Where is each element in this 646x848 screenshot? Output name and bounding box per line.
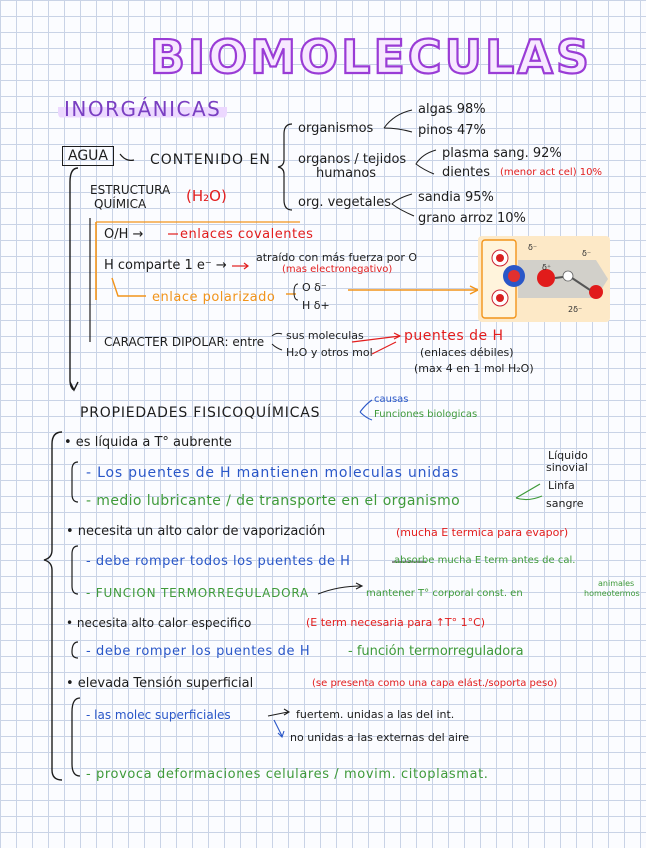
especifico-bullet-1: - debe romper los puentes de H <box>86 644 311 659</box>
mantener-note: mantener T° corporal const. en <box>366 588 523 599</box>
tension-bullet-2: - provoca deformaciones celulares / movim. citoplasmat. <box>86 767 489 782</box>
sandia-value: sandia 95% <box>418 190 494 205</box>
homeotermos-note: homeotermos <box>584 589 640 598</box>
contenido-label: CONTENIDO EN <box>150 152 271 168</box>
algas-value: algas 98% <box>418 102 486 117</box>
liquido-label: Líquido <box>548 449 588 462</box>
vegetales-label: org. vegetales <box>298 195 391 210</box>
vaporizacion-note: (mucha E termica para evapor) <box>396 526 569 539</box>
plasma-value: plasma sang. 92% <box>442 146 562 161</box>
vaporizacion-bullet-1: - debe romper todos los puentes de H <box>86 554 351 569</box>
pinos-value: pinos 47% <box>418 123 486 138</box>
sus-moleculas: sus moleculas <box>286 329 364 342</box>
tension-sub-b: no unidas a las externas del aire <box>290 731 469 744</box>
mas-electro-note: (mas electronegativo) <box>282 264 393 275</box>
tension-sub-a: fuertem. unidas a las del int. <box>296 708 455 721</box>
enlaces-debiles: (enlaces débiles) <box>420 346 514 359</box>
molecule-delta-minus-label-2: δ⁻ <box>582 249 592 258</box>
polarizado-label: enlace polarizado <box>152 290 276 305</box>
covalentes-value: enlaces covalentes <box>180 227 314 242</box>
sinovial-label: sinovial <box>546 461 588 474</box>
liquida-bullet-1: - Los puentes de H mantienen moleculas unidas <box>86 465 460 481</box>
section-heading: INORGÁNICAS <box>58 99 227 119</box>
organismos-label: organismos <box>298 121 374 136</box>
h-delta: H δ+ <box>302 299 330 312</box>
molecule-delta-plus-label: δ⁺ <box>542 263 552 272</box>
liquida-bullet-2: - medio lubricante / de transporte en el organismo <box>86 493 461 509</box>
especifico-bullet-2: - función termorreguladora <box>348 644 524 659</box>
tension-heading: • elevada Tensión superficial <box>66 676 254 691</box>
dientes-value: dientes <box>442 165 490 180</box>
sangre-label: sangre <box>546 497 584 510</box>
absorbe-note: absorbe mucha E term antes de cal. <box>394 555 576 566</box>
oh-label: O/H → <box>104 227 144 242</box>
grano-value: grano arroz 10% <box>418 211 526 226</box>
organos-label: organos / tejidos <box>298 152 407 167</box>
molecule-two-delta-minus-label: 2δ⁻ <box>568 305 583 314</box>
max-note: (max 4 en 1 mol H₂O) <box>414 362 534 375</box>
tension-note: (se presenta como una capa elást./soporta peso) <box>312 678 558 689</box>
water-molecule-illustration <box>478 236 610 322</box>
dientes-note: (menor act cel) 10% <box>500 167 603 178</box>
atraido-text: atraído con más fuerza por O <box>256 251 418 264</box>
estructura-label: ESTRUCTURA <box>90 183 171 197</box>
h-comparte-label: H comparte 1 e⁻ → <box>104 258 227 273</box>
especifico-note: (E term necesaria para ↑T° 1°C) <box>306 616 486 629</box>
formula: (H₂O) <box>186 187 227 205</box>
agua-label: AGUA <box>62 146 114 166</box>
vaporizacion-heading: • necesita un alto calor de vaporización <box>66 524 326 539</box>
puentes-h: puentes de H <box>404 328 504 344</box>
dipolar-label: CARACTER DIPOLAR: entre <box>104 335 265 349</box>
tension-bullet-1: - las molec superficiales <box>86 708 231 722</box>
o-delta: O δ⁻ <box>302 281 327 294</box>
funciones-label: Funciones biologicas <box>374 409 478 420</box>
h2o-otros: H₂O y otros mol <box>286 346 373 359</box>
molecule-delta-minus-label: δ⁻ <box>528 243 538 252</box>
linfa-label: Linfa <box>548 479 575 492</box>
especifico-heading: • necesita alto calor especifico <box>66 616 252 630</box>
propiedades-heading: PROPIEDADES FISICOQUÍMICAS <box>80 405 321 421</box>
vaporizacion-bullet-2: - FUNCION TERMORREGULADORA <box>86 586 310 600</box>
causas-label: causas <box>374 394 409 405</box>
page-title: BIOMOLECULAS <box>150 30 593 84</box>
quimica-label: QUÍMICA <box>94 197 147 211</box>
animales-note: animales <box>598 579 635 588</box>
liquida-heading: • es líquida a T° aubrente <box>64 435 232 450</box>
organos-label-2: humanos <box>316 166 377 181</box>
